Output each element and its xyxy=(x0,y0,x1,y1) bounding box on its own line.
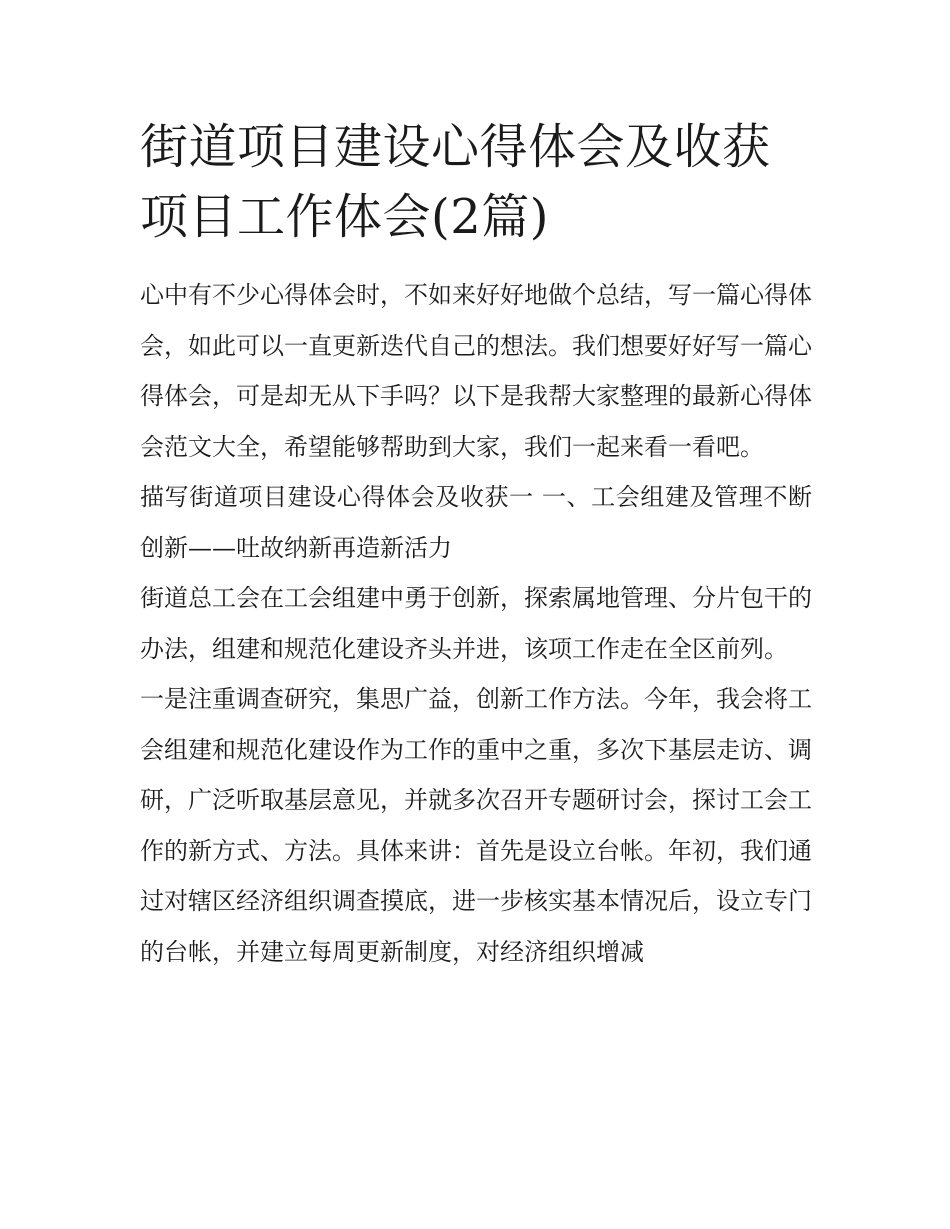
paragraph-section-heading: 描写街道项目建设心得体会及收获一 一、工会组建及管理不断创新——吐故纳新再造新活力 xyxy=(140,483,812,562)
document-content xyxy=(140,112,812,977)
document-body xyxy=(140,270,812,977)
document-title: 街道项目建设心得体会及收获项目工作体会(2篇) xyxy=(140,119,771,245)
paragraph-union-innovation: 街道总工会在工会组建中勇于创新，探索属地管理、分片包干的办法，组建和规范化建设齐头并进，该项工作走在全区前列。 xyxy=(140,584,812,663)
paragraph-intro: 心中有不少心得体会时，不如来好好地做个总结，写一篇心得体会，如此可以一直更新迭代自己的想法。我们想要好好写一篇心得体会，可是却无从下手吗？以下是我帮大家整理的最新心得体会范文大全，希望能够帮助到大家，我们一起来看一看吧。 xyxy=(140,281,812,461)
paragraph-research-methods: 一是注重调查研究，集思广益，创新工作方法。今年，我会将工会组建和规范化建设作为工作的重中之重，多次下基层走访、调研，广泛听取基层意见，并就多次召开专题研讨会，探讨工会工作的新方式、方法。具体来讲：首先是设立台帐。年初，我们通过对辖区经济组织调查摸底，进一步核实基本情况后，设立专门的台帐，并建立每周更新制度，对经济组织增减 xyxy=(140,685,812,966)
